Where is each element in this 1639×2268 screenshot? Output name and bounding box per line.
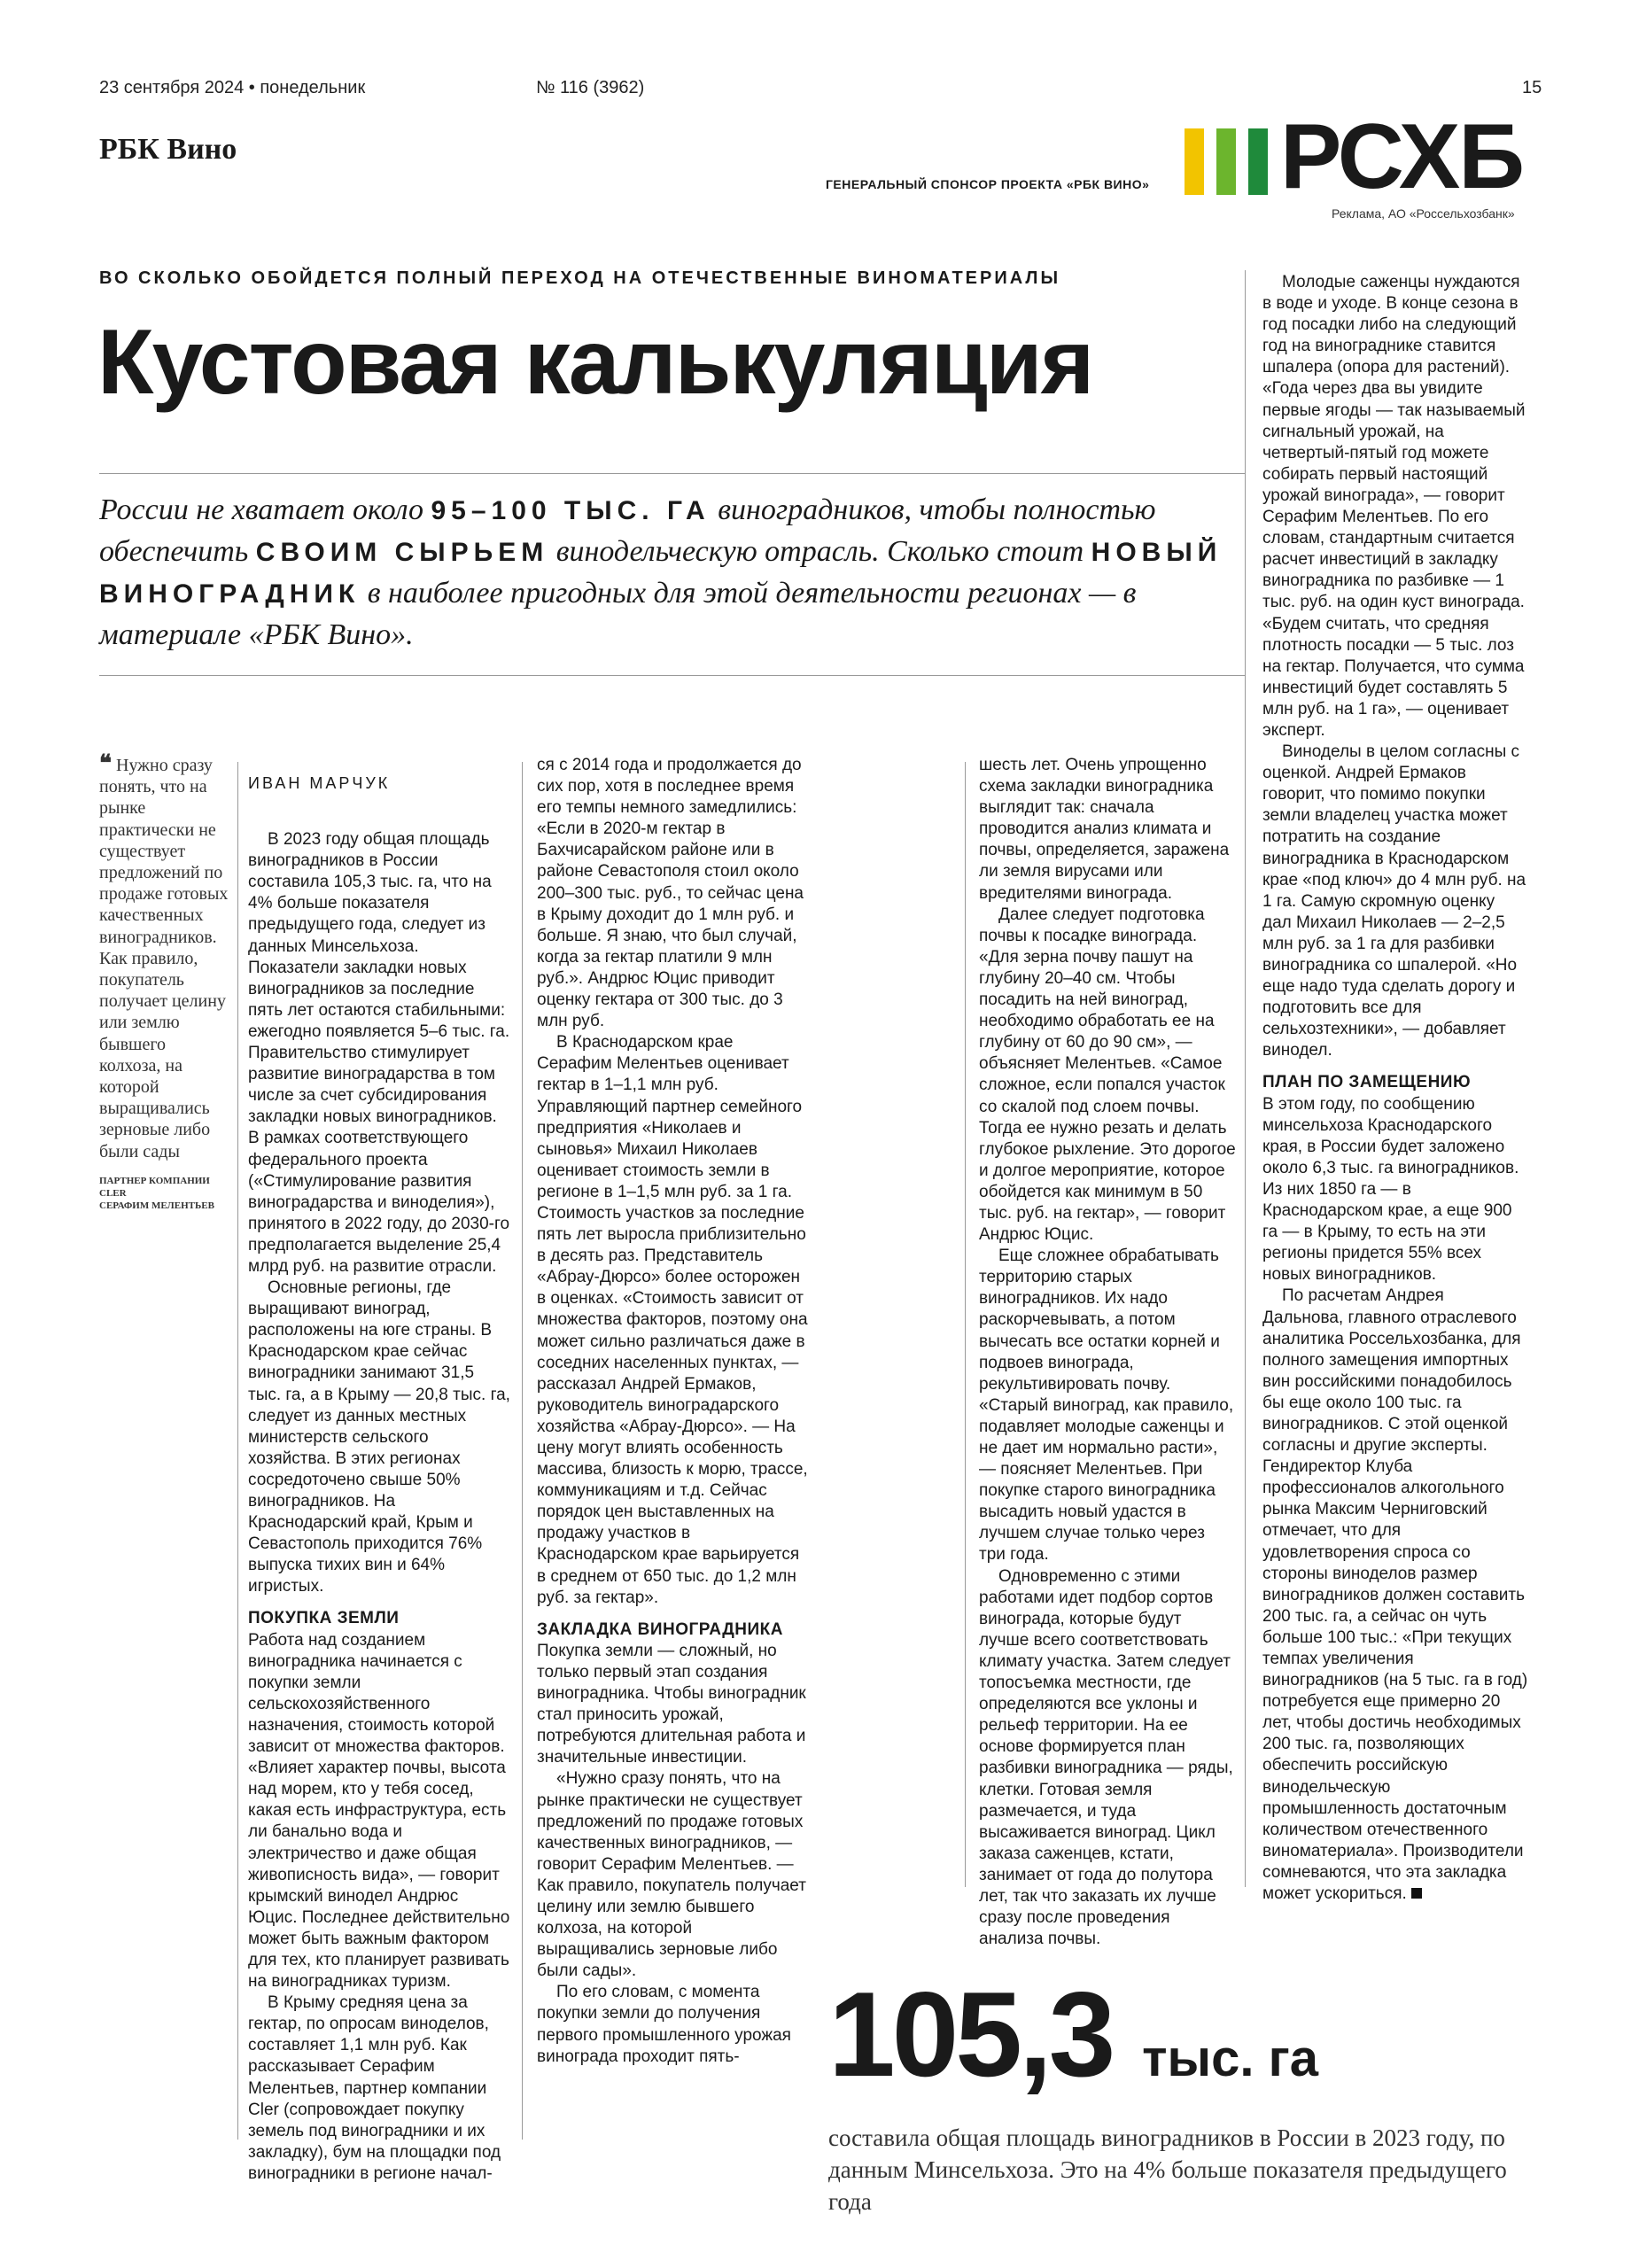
paragraph: ся с 2014 года и продолжается до сих пор, хотя в последнее время его темпы немного замедлились: «Если в 2020-м гектар в Бахчисарайском районе или в районе Севастополя стоил около 200–300 тыс. руб., то сейчас цена в Крыму доходит до 1 млн руб. и больше. Я знаю, что был случай, когда за гектар платили 9 млн руб.». Андрюс Юцис приводит оценку гектара от 300 тыс. до 3 млн руб. [537, 756, 804, 1031]
paragraph: «Нужно сразу понять, что на рынке практически не существует предложений по продаже готовых качественных виноградников, — говорит Серафим Мелентьев. — Как правило, покупатель получает целину или землю бывшего колхоза, на которой выращивались зерновые либо были сады». [537, 1769, 806, 1981]
lead-text-4: в наиболее пригодных для этой деятельности регионах — в материале «РБК Вино». [99, 577, 1137, 651]
section-brand: РБК Вино [99, 133, 237, 166]
quote-mark-icon: ❝ [99, 750, 112, 776]
paragraph: Работа над созданием виноградника начинается с покупки земли сельскохозяйственного назначения, стоимость которой зависит от множества факторов. «Влияет характер почвы, высота над морем, кто у тебя сосед, какая есть инфраструктура, есть ли банально вода и электричество и даже общая живописность вида», — говорит крымский винодел Андрюс Юцис. Последнее действительно может быть важным фактором для тех, кто планирует развивать на виноградниках туризм. [248, 1630, 510, 1992]
pull-quote [99, 750, 229, 1212]
article-column-3 [979, 755, 1236, 1950]
article-column-1 [248, 773, 510, 2185]
column-rule-1 [237, 762, 238, 2140]
paragraph: В Краснодарском крае Серафим Мелентьев оценивает гектар в 1–1,1 млн руб. Управляющий партнер семейного предприятия «Николаев и сыновья» Михаил Николаев оценивает стоимость земли в регионе в 1–1,5 млн руб. за 1 га. Стоимость участков за последние пять лет выросла приблизительно в десять раз. Представитель «Абрау-Дюрсо» более осторожен в оценках. «Стоимость зависит от множества факторов, поэтому она может сильно различаться даже в соседних населенных пунктах, — рассказал Андрей Ермаков, руководитель виноградарского хозяйства «Абрау-Дюрсо». — На цену могут влиять особенность массива, близость к морю, трассе, коммуникациям и т.д. Сейчас порядок цен выставленных на продажу участков в Краснодарском крае варьируется в среднем от 650 тыс. до 1,2 млн руб. за гектар». [537, 1033, 808, 1607]
paragraph: шесть лет. Очень упрощенно схема закладки виноградника выглядит так: сначала проводится анализ климата и почвы, определяется, заражена ли земля вирусами или вредителями винограда. [979, 756, 1230, 903]
big-fact-figure [828, 1967, 1318, 2101]
big-fact-caption: составила общая площадь виноградников в России в 2023 году, по данным Минсельхоза. Это на 4% больше показателя предыдущего года [828, 2124, 1507, 2215]
article-kicker: ВО СКОЛЬКО ОБОЙДЕТСЯ ПОЛНЫЙ ПЕРЕХОД НА ОТЕЧЕСТВЕННЫЕ ВИНОМАТЕРИАЛЫ [99, 268, 1061, 288]
issue-date: 23 сентября 2024 [99, 78, 245, 97]
lead-caps-1: 95–100 ТЫС. ГА [431, 496, 711, 525]
column-rule-3 [965, 762, 966, 1887]
issue-number: № 116 (3962) [536, 78, 645, 97]
lead-text-2: виноградников, чтобы полностью обеспечить [99, 493, 1156, 568]
paragraph-text: По расчетам Андрея Дальнова, главного отраслевого аналитика Россельхозбанка, для полного замещения импортных вин российскими понадобилось бы еще около 100 тыс. га виноградников. С этой оценкой согласны и другие эксперты. Гендиректор Клуба профессионалов алкогольного рынка Максим Черниговский отмечает, что для удовлетворения спроса со стороны виноделов размер виноградников должен составить 200 тыс. га, а сейчас он чуть больше 100 тыс.: «При текущих темпах увеличения виноградников (на 5 тыс. га в год) потребуется еще примерно 20 лет, чтобы достичь необходимых 200 тыс. га, позволяющих обеспечить российскую винодельческую промышленность достаточным количеством отечественного виноматериала». Производители сомневаются, что эта закладка может ускориться. [1262, 1286, 1528, 1904]
paragraph: Еще сложнее обрабатывать территорию старых виноградников. Их надо раскорчевывать, а потом вычесать все остатки корней и подвоев винограда, рекультивировать почву. «Старый виноград, как правило, подавляет молодые саженцы и не дает им нормально расти», — поясняет Мелентьев. При покупке старого виноградника высадить новый удастся в лучшем случае только через три года. [979, 1247, 1234, 1565]
sponsor-label: ГЕНЕРАЛЬНЫЙ СПОНСОР ПРОЕКТА «РБК ВИНО» [826, 177, 1150, 191]
big-fact-unit: тыс. га [1142, 2030, 1318, 2087]
paragraph: Далее следует подготовка почвы к посадке винограда. «Для зерна почву пашут на глубину 20–40 см. Чтобы посадить на ней виноград, необходимо обработать ее на глубину от 60 до 90 см», — объясняет Мелентьев. «Самое сложное, если попался участок со скалой под слоем почвы. Тогда ее нужно резать и делать глубокое рыхление. Это дорогое и долгое мероприятие, которое обойдется как минимум в 50 тыс. руб. на гектар», — говорит Андрюс Юцис. [979, 905, 1236, 1245]
credit-name: СЕРАФИМ МЕЛЕНТЬЕВ [99, 1200, 214, 1211]
lead-caps-2: СВОИМ СЫРЬЕМ [255, 538, 549, 567]
paragraph: В этом году, по сообщению минсельхоза Краснодарского края, в России будет заложено около 6,3 тыс. га виноградников. Из них 1850 га — в Краснодарском крае, а еще 900 га — в Крыму, то есть на эти регионы придется 55% всех новых виноградников. [1262, 1094, 1519, 1285]
paragraph: В Крыму средняя цена за гектар, по опросам виноделов, составляет 1,1 млн руб. Как рассказывает Серафим Мелентьев, партнер компании Cler (сопровождает покупку земель под виноградники и их закладку), бум на площадки под виноградники в регионе начал- [248, 1993, 501, 2183]
lead-top-rule [99, 473, 1245, 474]
date-line [99, 78, 365, 98]
lead-text-1: России не хватает около [99, 493, 431, 526]
subheading: ПОКУПКА ЗЕМЛИ [248, 1609, 400, 1628]
paragraph: В 2023 году общая площадь виноградников в России составила 105,3 тыс. га, что на 4% больше показателя предыдущего года, следует из данных Минсельхоза. Показатели закладки новых виноградников за последние пять лет остаются стабильными: ежегодно появляется 5–6 тыс. га. Правительство стимулирует развитие виноградарства в том числе за счет субсидирования закладки новых виноградников. В рамках соответствующего федерального проекта («Стимулирование развития виноградарства и виноделия»), принятого в 2022 году, до 2030-го предполагается выделение 25,4 млрд руб. на развитие отрасли. [248, 830, 510, 1276]
logo-bar-darkgreen [1248, 128, 1268, 195]
sponsor-logo-bars [1185, 128, 1270, 195]
column-rule-4 [1245, 270, 1246, 1887]
paragraph: Молодые саженцы нуждаются в воде и уходе. В конце сезона в год посадки либо на следующий год на винограднике ставится шпалера (опора для растений). «Года через два вы увидите первые ягоды — так называемый сигнальный урожай, на четвертый-пятый год можете собирать первый настоящий урожай винограда», — говорит Серафим Мелентьев. По его словам, стандартным считается расчет инвестиций в закладку виноградника по разбивке — 1 тыс. руб. на один куст винограда. «Будем считать, что средняя плотность посадки — 5 тыс. лоз на гектар. Получается, что сумма инвестиций будет составлять 5 млн руб. на 1 га», — оценивает эксперт. [1262, 273, 1526, 740]
lead-text-3: винодельческую отрасль. Сколько стоит [548, 535, 1091, 568]
paragraph: Виноделы в целом согласны с оценкой. Андрей Ермаков говорит, что помимо покупки земли владелец участка может потратить на создание виноградника в Краснодарском крае «под ключ» до 4 млн руб. на 1 га. Самую скромную оценку дал Михаил Николаев — 2–2,5 млн руб. за 1 га для разбивки виноградника со шпалерой. «Но еще надо туда сделать дорогу и подготовить все для сельхозтехники», — добавляет винодел. [1262, 742, 1526, 1060]
end-mark-icon [1411, 1888, 1422, 1899]
credit-title: ПАРТНЕР КОМПАНИИ CLER [99, 1175, 210, 1199]
paragraph: Одновременно с этими работами идет подбор сортов винограда, которые будут лучше всего соответствовать климату участка. Затем следует топосъемка местности, где определяются все уклоны и рельеф территории. На ее основе формируется план разбивки виноградника — ряды, клетки. Готовая земля размечается, и туда высаживается виноград. Цикл заказа саженцев, кстати, занимает от года до полутора лет, так что заказать их лучше сразу после проведения анализа почвы. [979, 1566, 1233, 1949]
page-number: 15 [1522, 78, 1542, 97]
article-column-4 [1262, 272, 1528, 1905]
bullet-separator: • [248, 78, 260, 97]
paragraph: По его словам, с момента покупки земли до получения первого промышленного урожая винограда проходит пять- [537, 1983, 791, 2066]
article-headline: Кустовая калькуляция [97, 311, 1093, 414]
subheading: ЗАКЛАДКА ВИНОГРАДНИКА [537, 1619, 783, 1639]
article-column-2 [537, 755, 810, 2068]
paragraph: Основные регионы, где выращивают виноград, расположены на юге страны. В Краснодарском крае сейчас виноградники занимают 31,5 тыс. га, а в Крыму — 20,8 тыс. га, следует из данных местных министерств сельского хозяйства. В этих регионах сосредоточено свыше 50% виноградников. На Краснодарский край, Крым и Севастополь приходится 76% выпуска тихих вин и 64% игристых. [248, 1278, 510, 1596]
author-byline: ИВАН МАРЧУК [248, 774, 391, 792]
logo-bar-yellow [1185, 128, 1204, 195]
issue-weekday: понедельник [260, 78, 366, 97]
pull-quote-credit [99, 1175, 229, 1212]
lead-bottom-rule [99, 675, 1245, 676]
article-lead [99, 490, 1233, 656]
big-fact-number: 105,3 [828, 1967, 1113, 2101]
lead-caps-3: НОВЫЙ ВИНОГРАДНИК [99, 538, 1223, 609]
column-rule-2 [522, 762, 523, 2140]
subheading: ПЛАН ПО ЗАМЕЩЕНИЮ [1262, 1073, 1472, 1092]
paragraph: Покупка земли — сложный, но только первый этап создания виноградника. Чтобы виноградник стал приносить урожай, потребуются длительная работа и значительные инвестиции. [537, 1641, 806, 1767]
sponsor-logo: РСХБ [1280, 105, 1524, 208]
ad-disclaimer: Реклама, АО «Россельхозбанк» [1332, 206, 1515, 221]
paragraph [1262, 1285, 1528, 1905]
pull-quote-text: Нужно сразу понять, что на рынке практически не существует предложений по продаже готовых качественных виноградников. Как правило, покупатель получает целину или землю бывшего колхоза, на которой выращивались зерновые либо были сады [99, 756, 229, 1161]
logo-bar-lightgreen [1216, 128, 1236, 195]
